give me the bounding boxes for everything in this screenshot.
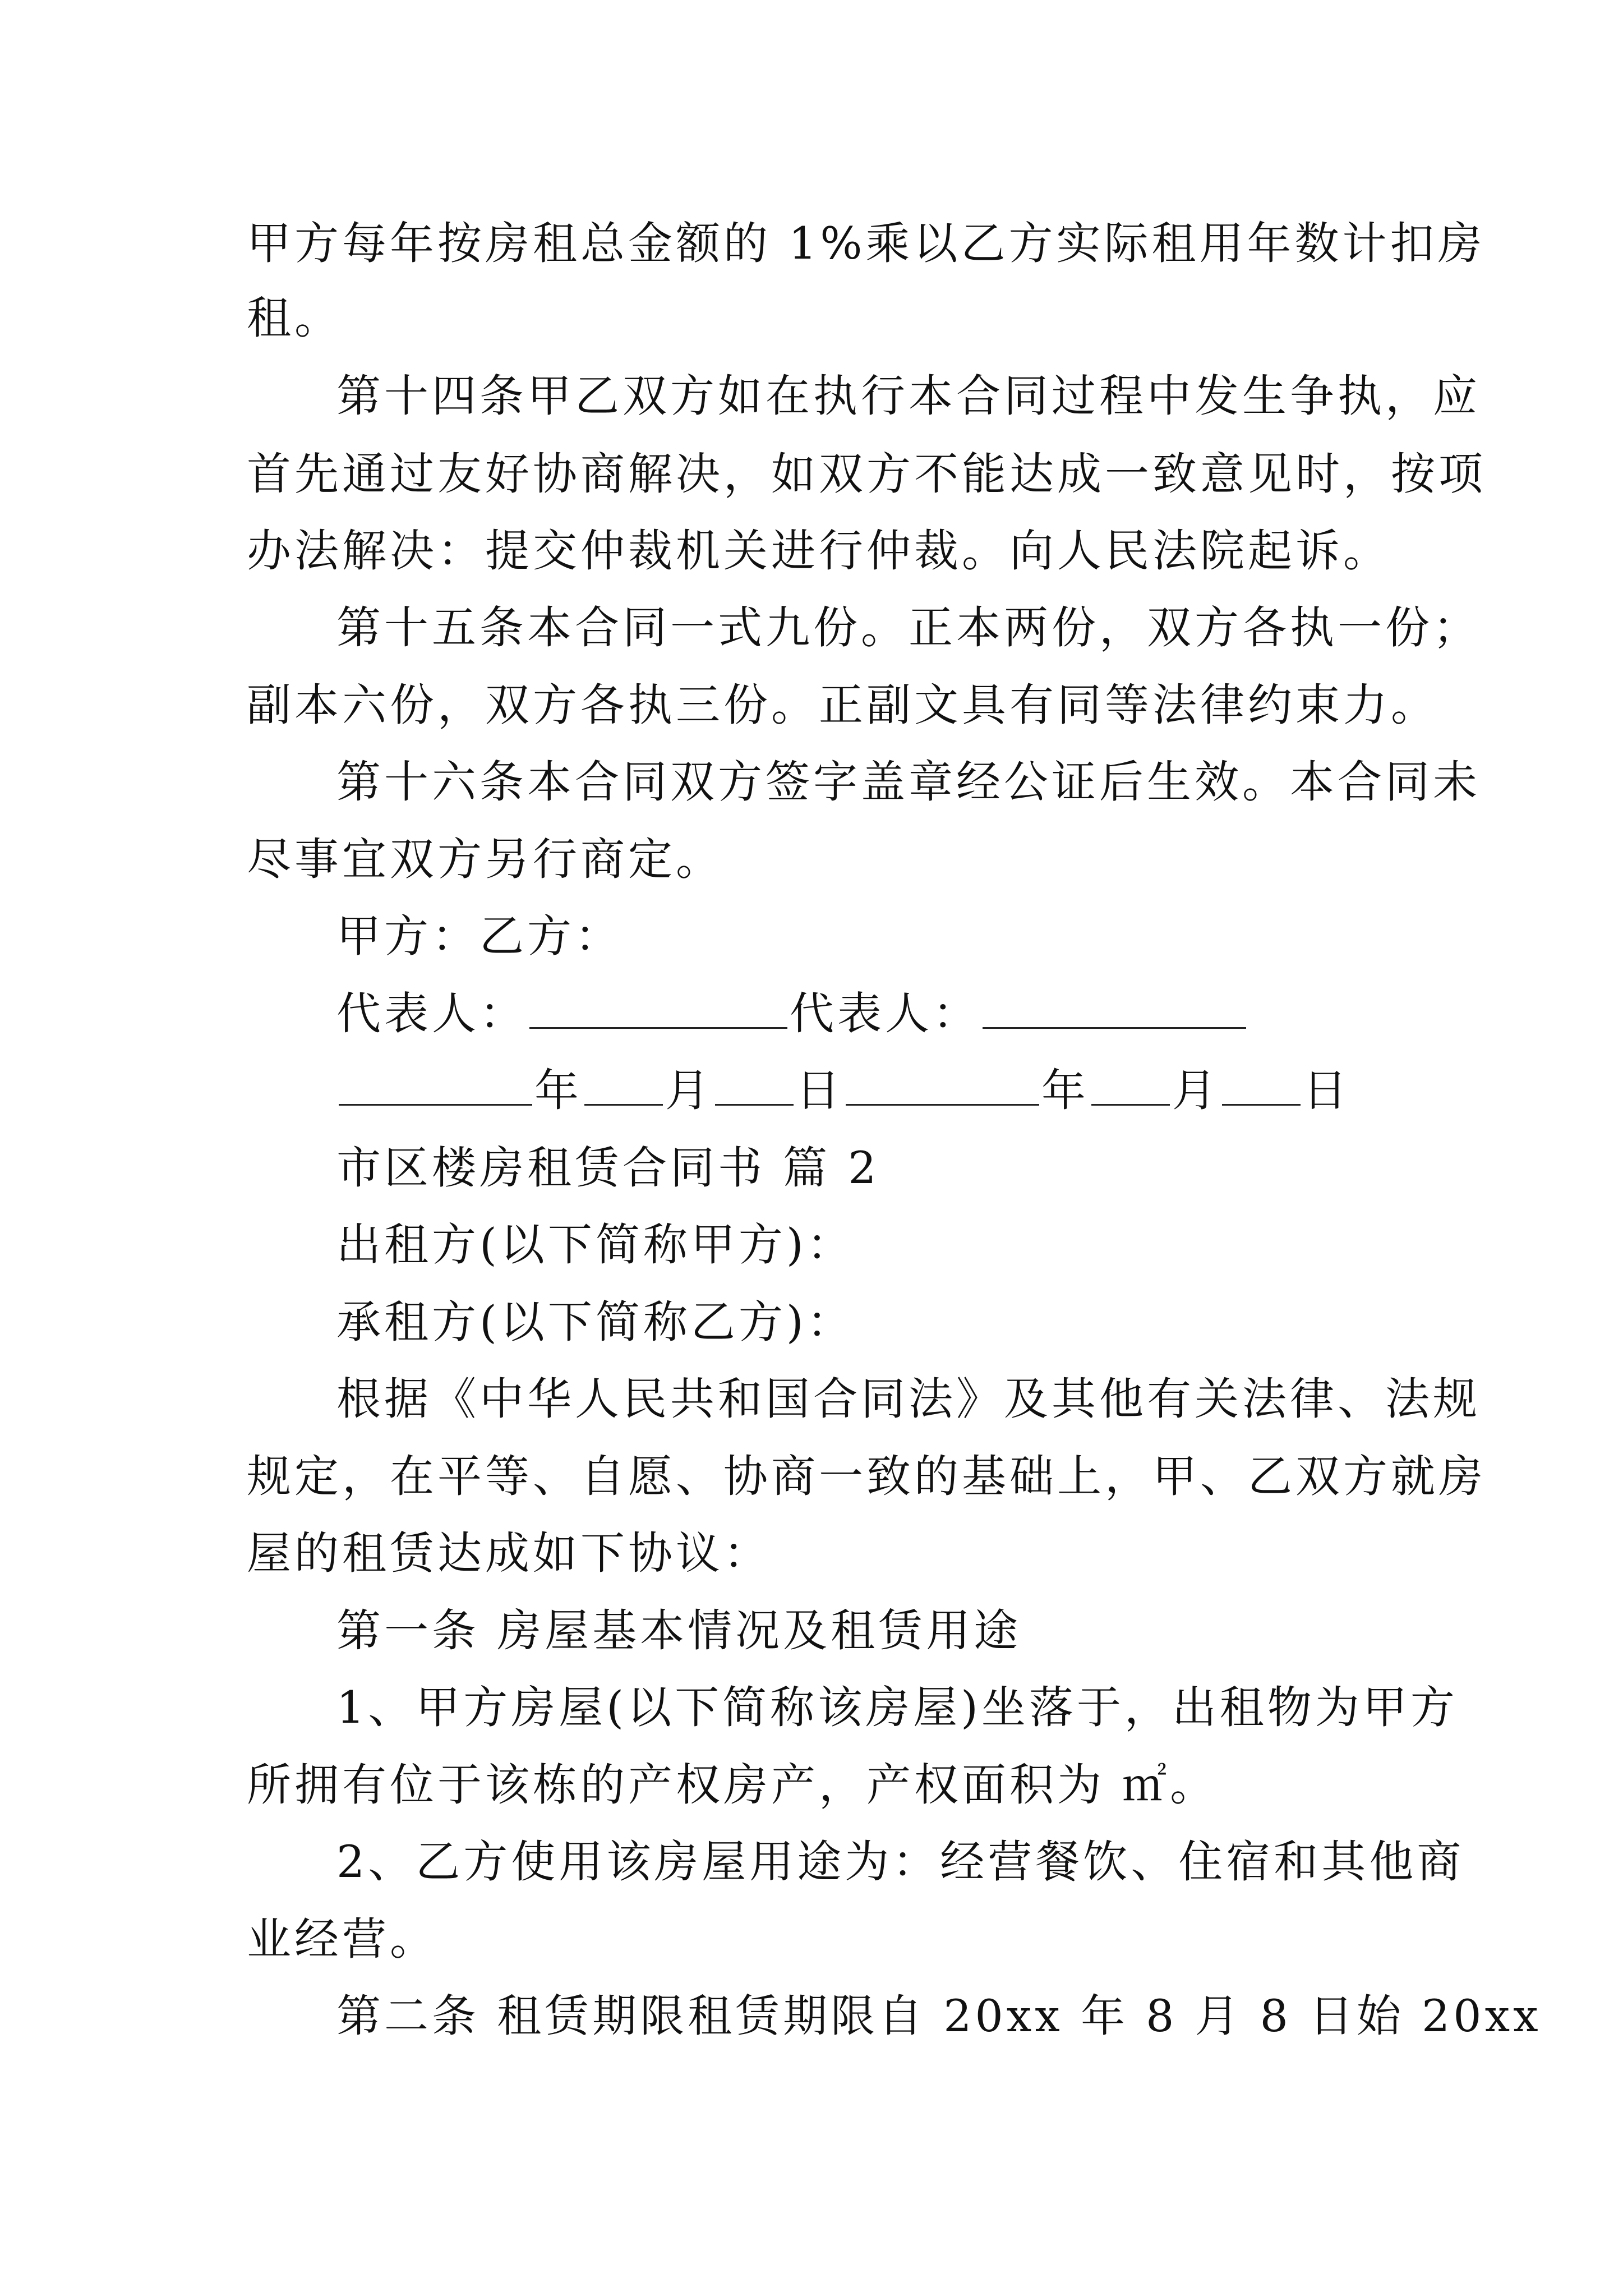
text-line: 甲方每年按房租总金额的 1%乘以乙方实际租用年数计扣房: [247, 218, 1486, 269]
date-blank: [339, 1070, 532, 1106]
text-line: 屋的租赁达成如下协议：: [247, 1527, 771, 1579]
signature-blank: [983, 993, 1246, 1029]
text-line: 甲方：乙方：: [336, 910, 623, 962]
text-line: 第二条 租赁期限租赁期限自 20xx 年 8 月 8 日始 20xx: [336, 1990, 1542, 2042]
representative-line: [336, 988, 1248, 1039]
text-line: 租。: [247, 292, 342, 344]
text-line: 尽事宜双方另行商定。: [247, 834, 723, 885]
representative-label-b: 代表人：: [790, 988, 980, 1039]
text-line: 所拥有位于该栋的产权房产，产权面积为 ㎡。: [247, 1759, 1218, 1811]
text-line: 第十五条本合同一式九份。正本两份，双方各执一份；: [336, 602, 1481, 654]
date-line: [336, 1065, 1350, 1116]
date-blank: [1091, 1070, 1170, 1106]
text-line: 副本六份，双方各执三份。正副文具有同等法律约束力。: [247, 679, 1438, 731]
text-line: 业经营。: [247, 1913, 437, 1965]
text-line: 根据《中华人民共和国合同法》及其他有关法律、法规: [336, 1373, 1481, 1425]
text-line: 1、甲方房屋(以下简称该房屋)坐落于，出租物为甲方: [336, 1682, 1458, 1733]
date-day-label: 日: [796, 1065, 843, 1116]
signature-blank: [529, 993, 787, 1029]
text-line: 办法解决：提交仲裁机关进行仲裁。向人民法院起诉。: [247, 525, 1391, 577]
date-blank: [1222, 1070, 1301, 1106]
text-line: 规定，在平等、自愿、协商一致的基础上，甲、乙双方就房: [247, 1451, 1486, 1502]
representative-label-a: 代表人：: [336, 988, 527, 1039]
date-year-label: 年: [1041, 1065, 1089, 1116]
date-blank: [846, 1070, 1039, 1106]
text-line: 承租方(以下简称乙方)：: [336, 1296, 855, 1348]
date-blank: [584, 1070, 663, 1106]
text-line: 第一条 房屋基本情况及租赁用途: [336, 1605, 1022, 1657]
text-line: 出租方(以下简称甲方)：: [336, 1219, 855, 1271]
date-year-label: 年: [534, 1065, 582, 1116]
date-month-label: 月: [1172, 1065, 1220, 1116]
text-line: 第十四条甲乙双方如在执行本合同过程中发生争执，应: [336, 370, 1481, 422]
date-day-label: 日: [1303, 1065, 1350, 1116]
text-line: 第十六条本合同双方签字盖章经公证后生效。本合同未: [336, 756, 1481, 808]
section-heading: 市区楼房租赁合同书 篇 2: [336, 1142, 880, 1194]
date-blank: [715, 1070, 794, 1106]
text-line: 2、乙方使用该房屋用途为：经营餐饮、住宿和其他商: [336, 1836, 1465, 1888]
date-month-label: 月: [665, 1065, 713, 1116]
text-line: 首先通过友好协商解决，如双方不能达成一致意见时，按项: [247, 448, 1486, 500]
